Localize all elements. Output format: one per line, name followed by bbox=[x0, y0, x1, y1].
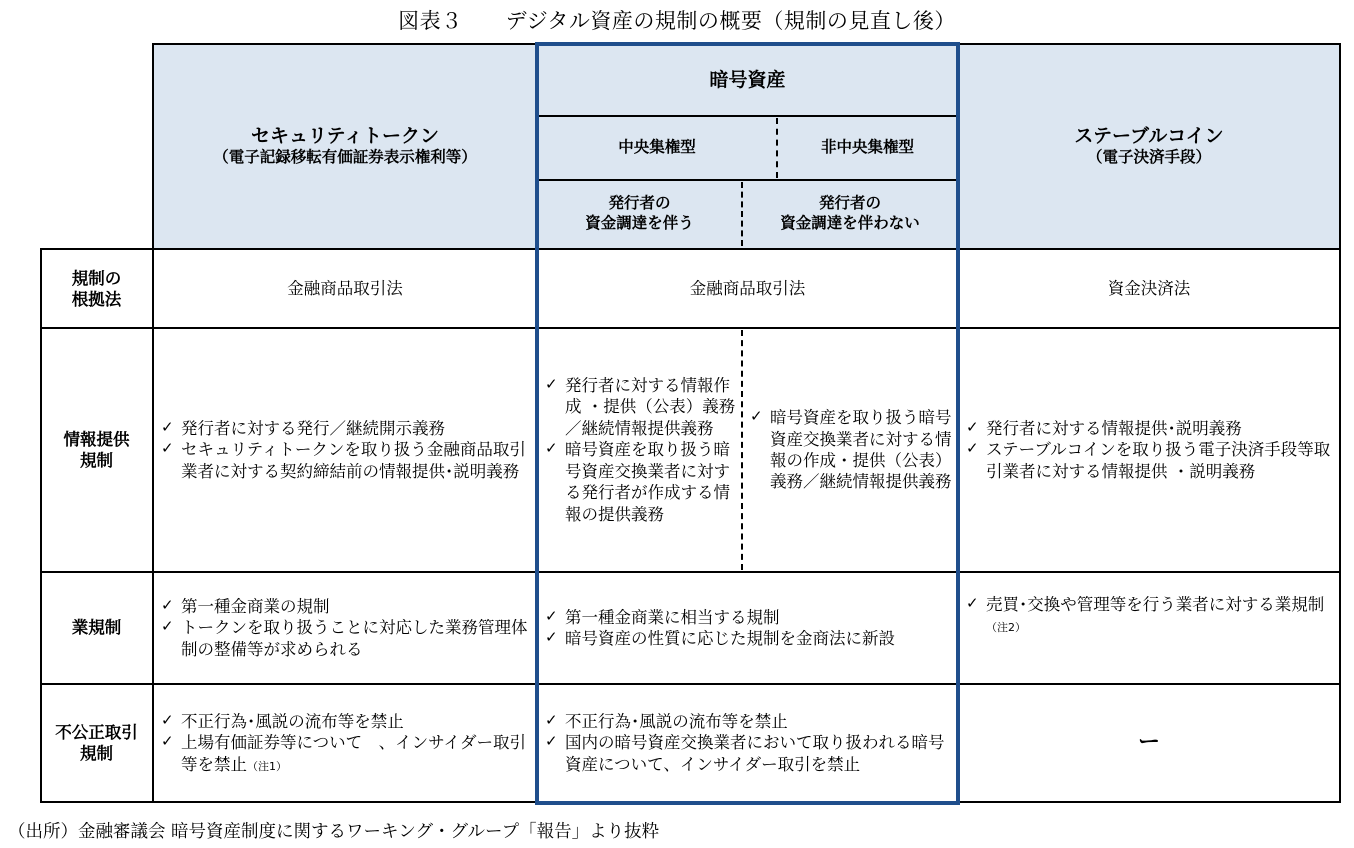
header-with-funding-line2: 資金調達を伴う bbox=[585, 214, 694, 232]
list-item bbox=[964, 594, 1334, 637]
business-stablecoin-text: 売買･交換や管理等を行う業者に対する業規制 bbox=[986, 595, 1325, 614]
row-label-unfair-line2: 規制 bbox=[80, 744, 113, 763]
row-label-unfair bbox=[40, 684, 153, 802]
header-centralized: 中央集権型 bbox=[537, 116, 777, 180]
list-item: ✓ 発行者に対する発行／継続開示義務 bbox=[159, 418, 531, 439]
header-stablecoin-subtitle: （電子決済手段） bbox=[1086, 148, 1211, 167]
note-2: （注2） bbox=[986, 621, 1026, 635]
info-stablecoin bbox=[958, 328, 1340, 572]
header-without-funding-line2: 資金調達を伴わない bbox=[780, 214, 920, 232]
header-decentralized: 非中央集権型 bbox=[777, 116, 958, 180]
row-label-unfair-line1: 不公正取引 bbox=[55, 722, 138, 742]
list-item: ✓ 不正行為･風説の流布等を禁止 bbox=[159, 711, 531, 732]
business-stablecoin bbox=[958, 572, 1340, 684]
header-stablecoin-title: ステーブルコイン bbox=[1074, 124, 1224, 147]
source-note: （出所）金融審議会 暗号資産制度に関するワーキング・グループ「報告」より抜粋 bbox=[8, 822, 660, 842]
unfair-security-token bbox=[153, 684, 537, 802]
law-security-token: 金融商品取引法 bbox=[287, 279, 403, 299]
row-label-law-line2: 根拠法 bbox=[71, 290, 122, 309]
header-security-token bbox=[153, 44, 537, 248]
unfair-security-token-text: 上場有価証券等について 、インサイダー取引等を禁止 bbox=[181, 733, 527, 774]
list-item: ✓ 不正行為･風説の流布等を禁止 bbox=[543, 711, 952, 732]
header-crypto: 暗号資産 bbox=[537, 44, 958, 116]
list-item: ✓ 第一種金商業の規制 bbox=[159, 596, 531, 617]
header-security-token-title: セキュリティトークン bbox=[250, 124, 440, 147]
page-title: 図表３ デジタル資産の規制の概要（規制の見直し後） bbox=[398, 9, 956, 33]
crypto-column-frame bbox=[535, 42, 960, 805]
list-item: ✓ 発行者に対する情報提供･説明義務 bbox=[964, 418, 1334, 439]
info-security-token bbox=[153, 328, 537, 572]
note-1: （注1） bbox=[247, 759, 287, 773]
list-item: ✓ 暗号資産の性質に応じた規制を金商法に新設 bbox=[543, 628, 895, 649]
row-label-info-line2: 規制 bbox=[80, 451, 113, 470]
header-without-funding-line1: 発行者の bbox=[818, 194, 881, 213]
list-item: ✓ 国内の暗号資産交換業者において取り扱われる暗号資産について、インサイダー取引を禁止 bbox=[543, 732, 952, 775]
list-item: ✓ トークンを取り扱うことに対応した業務管理体制の整備等が求められる bbox=[159, 617, 531, 660]
grid-line-right bbox=[1339, 43, 1341, 803]
grid-line-col1 bbox=[152, 43, 154, 803]
row-label-law bbox=[40, 250, 153, 328]
unfair-stablecoin: ー bbox=[1137, 729, 1160, 755]
list-item: ✓ 暗号資産を取り扱う暗号資産交換業者に対する発行者が作成する情報の提供義務 bbox=[543, 439, 736, 525]
list-item: ✓ ステーブルコインを取り扱う電子決済手段等取引業者に対する情報提供 ・説明義務 bbox=[964, 439, 1334, 482]
list-item: ✓ 暗号資産を取り扱う暗号資産交換業者に対する情報の作成・提供（公表）義務／継続情報提供義務 bbox=[748, 407, 952, 493]
header-with-funding-line1: 発行者の bbox=[608, 194, 671, 213]
list-item: ✓ 発行者に対する情報作成 ・提供（公表）義務／継続情報提供義務 bbox=[543, 375, 736, 439]
row-label-business: 業規制 bbox=[71, 618, 122, 638]
list-item: ✓ セキュリティトークンを取り扱う金融商品取引業者に対する契約締結前の情報提供･説明義務 bbox=[159, 439, 531, 482]
business-security-token bbox=[153, 572, 537, 684]
header-security-token-subtitle: （電子記録移転有価証券表示権利等） bbox=[213, 148, 477, 167]
header-stablecoin bbox=[958, 44, 1340, 248]
row-label-info-line1: 情報提供 bbox=[63, 429, 130, 449]
law-crypto: 金融商品取引法 bbox=[689, 279, 806, 299]
row-label-law-line1: 規制の bbox=[71, 268, 122, 288]
law-stablecoin: 資金決済法 bbox=[1107, 279, 1191, 299]
list-item bbox=[159, 732, 531, 775]
row-label-info bbox=[40, 328, 153, 572]
grid-line-left bbox=[40, 248, 42, 803]
list-item: ✓ 第一種金商業に相当する規制 bbox=[543, 607, 895, 628]
